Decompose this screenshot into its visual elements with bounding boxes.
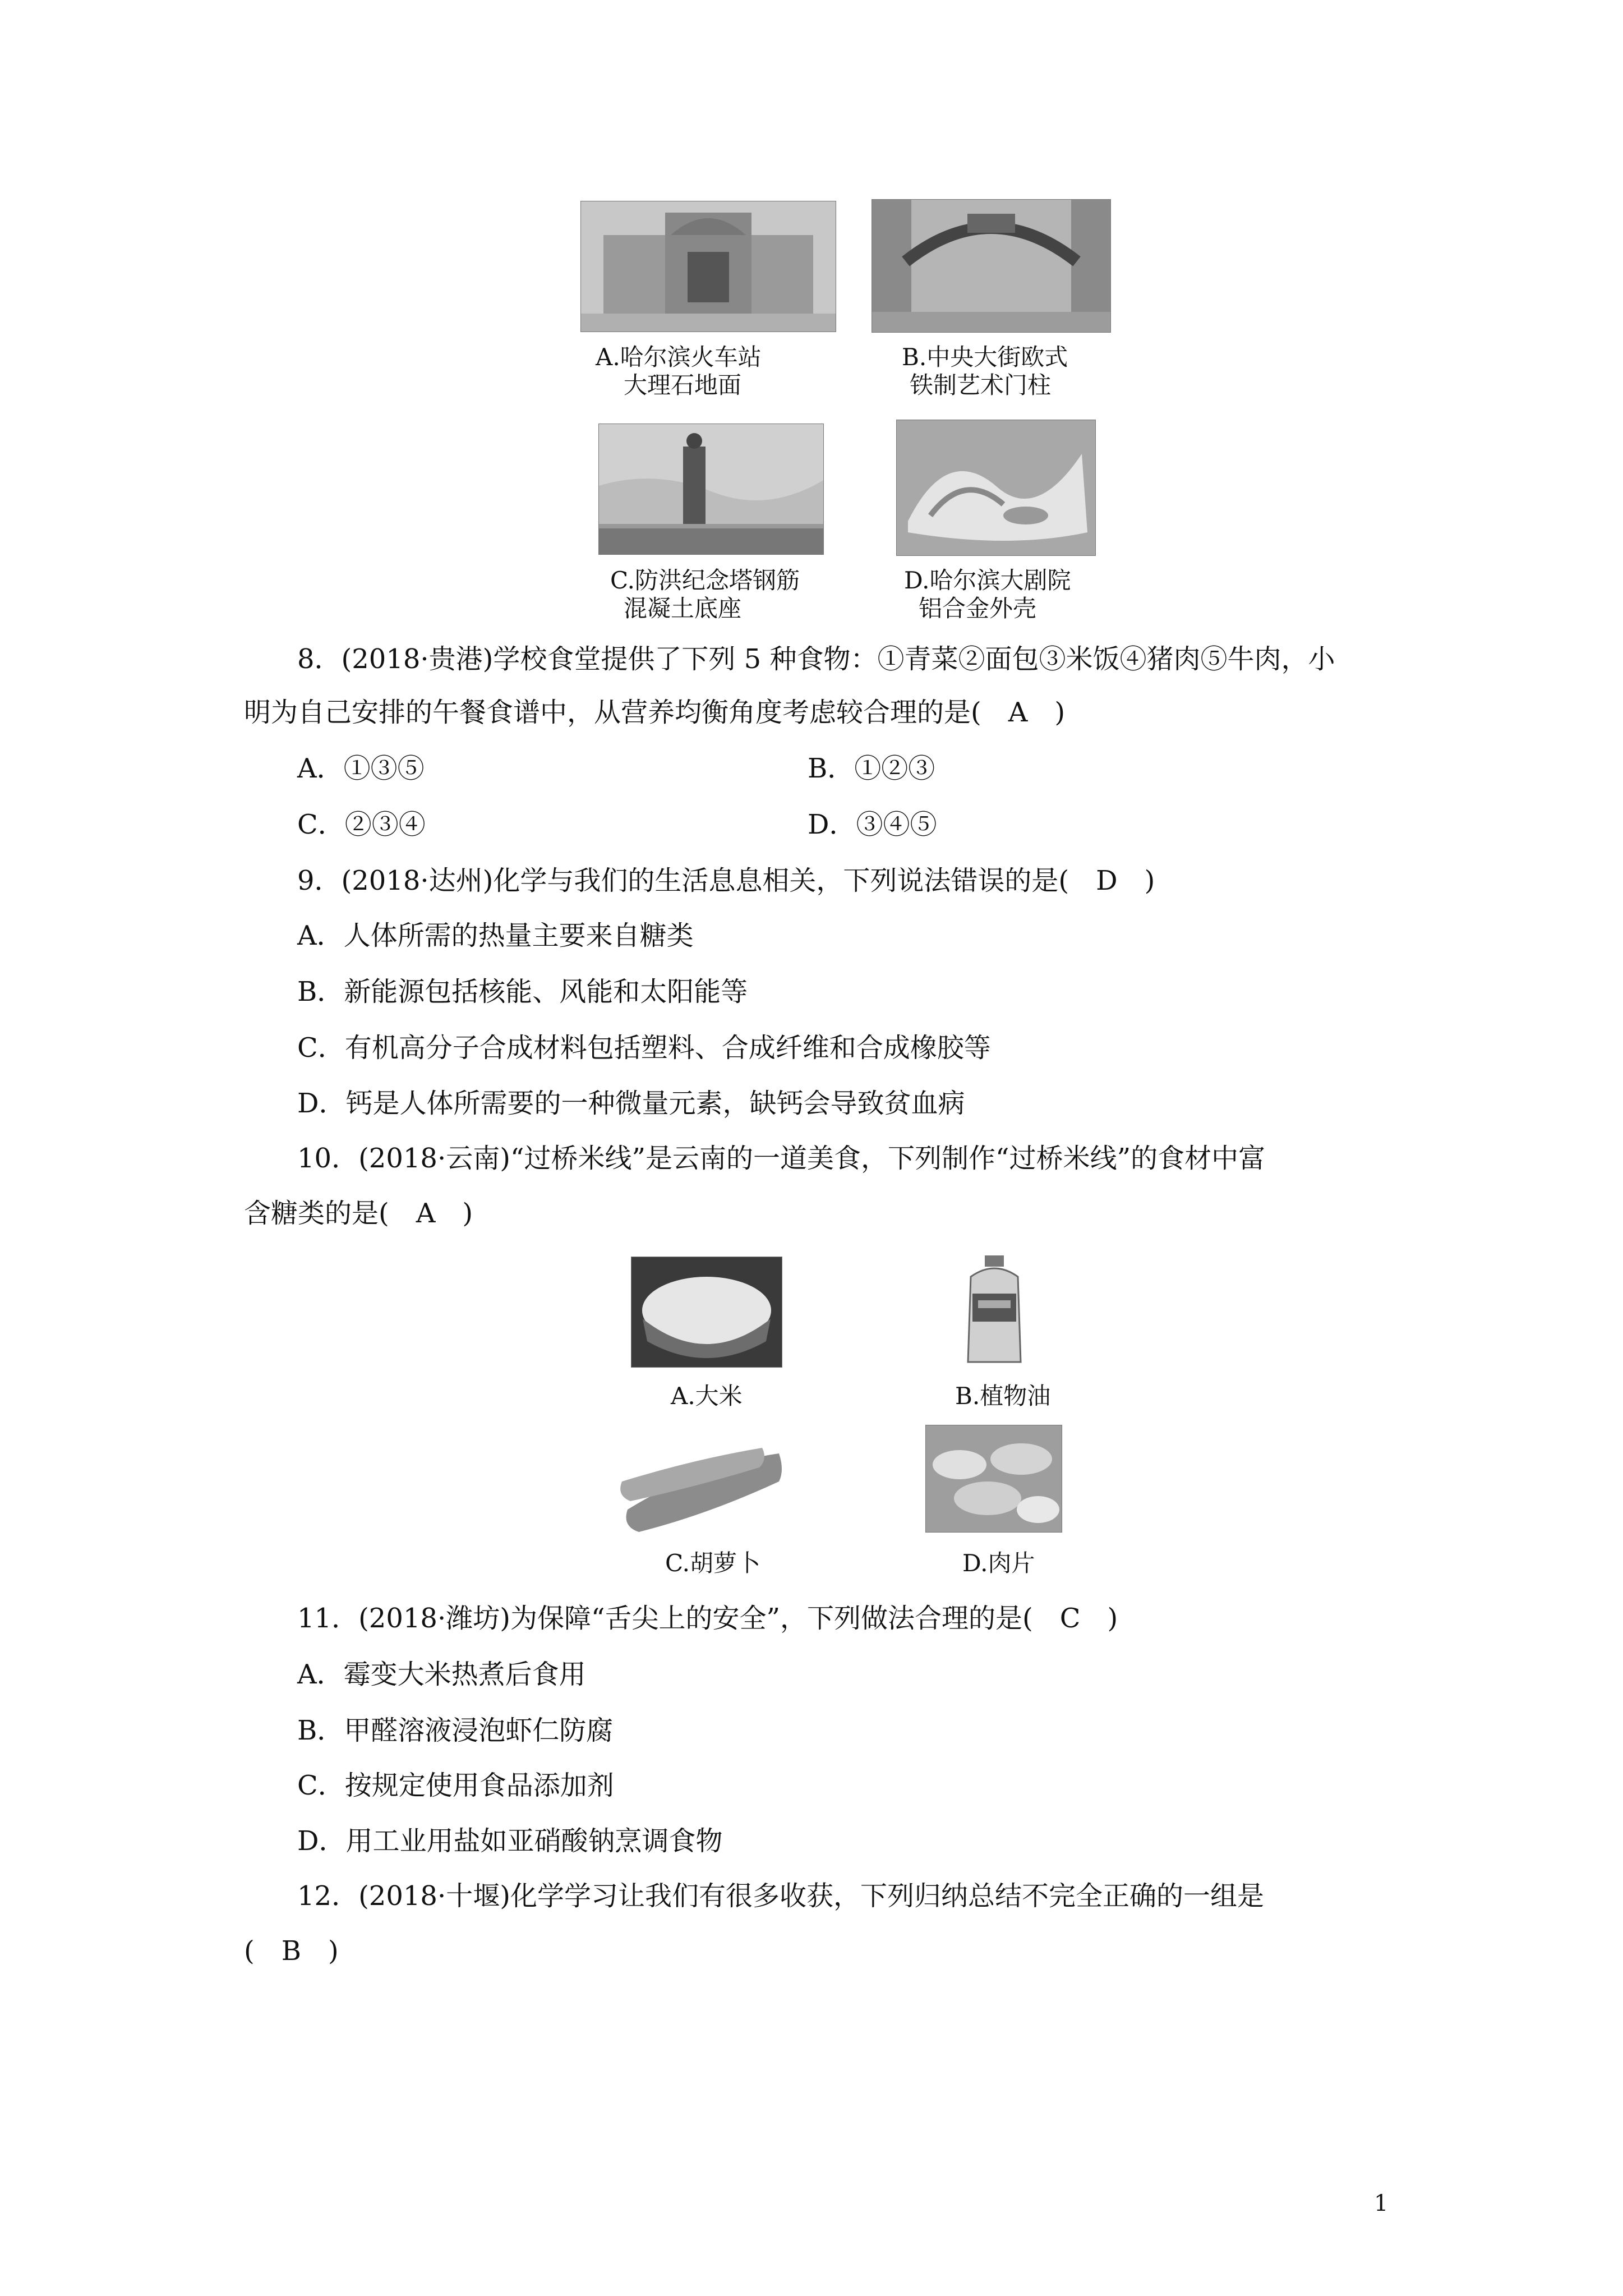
- photo-meat-slices: [925, 1425, 1062, 1533]
- q9-option-d: D．钙是人体所需要的一种微量元素，缺钙会导致贫血病: [297, 1088, 965, 1119]
- caption-vegetable-oil: B.植物油: [955, 1382, 1051, 1410]
- photo-harbin-railway-station: [580, 201, 836, 332]
- caption-b-line2: 铁制艺术门柱: [910, 371, 1052, 399]
- photo-rice: [631, 1257, 782, 1368]
- page-number: 1: [1374, 2191, 1389, 2216]
- q9-option-c: C．有机高分子合成材料包括塑料、合成纤维和合成橡胶等: [297, 1032, 991, 1064]
- caption-d-line2: 铝合金外壳: [919, 595, 1037, 622]
- q8-option-d: D．③④⑤: [808, 809, 937, 840]
- photo-vegetable-oil: [962, 1254, 1027, 1367]
- q9-option-b: B．新能源包括核能、风能和太阳能等: [297, 976, 748, 1007]
- q8-option-c: C．②③④: [297, 809, 426, 840]
- q8-option-a: A．①③⑤: [297, 753, 425, 784]
- q11-stem: 11．(2018·潍坊)为保障“舌尖上的安全”，下列做法合理的是( C ): [297, 1603, 1118, 1634]
- q8-stem-line2: 明为自己安排的午餐食谱中，从营养均衡角度考虑较合理的是( A ): [244, 697, 1066, 728]
- q9-option-a: A．人体所需的热量主要来自糖类: [297, 920, 694, 951]
- q12-stem-line1: 12．(2018·十堰)化学学习让我们有很多收获，下列归纳总结不完全正确的一组是: [297, 1880, 1264, 1912]
- caption-a-line1: A.哈尔滨火车站: [596, 343, 762, 371]
- caption-rice: A.大米: [671, 1382, 743, 1410]
- q10-stem-line1: 10．(2018·云南)“过桥米线”是云南的一道美食，下列制作“过桥米线”的食材中富: [297, 1143, 1266, 1174]
- photo-carrot: [616, 1442, 792, 1543]
- caption-d-line1: D.哈尔滨大剧院: [904, 567, 1071, 594]
- q12-stem-line2: ( B ): [244, 1935, 339, 1967]
- photo-harbin-grand-theatre: [896, 420, 1096, 556]
- caption-c-line1: C.防洪纪念塔钢筋: [610, 567, 800, 594]
- q8-option-b: B．①②③: [808, 753, 935, 784]
- q11-option-a: A．霉变大米热煮后食用: [297, 1659, 586, 1690]
- caption-a-line2: 大理石地面: [624, 371, 742, 399]
- photo-flood-memorial-tower: [598, 424, 824, 555]
- caption-b-line1: B.中央大街欧式: [902, 343, 1068, 371]
- caption-meat-slices: D.肉片: [962, 1549, 1035, 1577]
- caption-c-line2: 混凝土底座: [624, 595, 742, 622]
- q9-stem: 9．(2018·达州)化学与我们的生活息息相关，下列说法错误的是( D ): [297, 865, 1155, 896]
- caption-carrot: C.胡萝卜: [665, 1549, 760, 1577]
- q10-stem-line2: 含糖类的是( A ): [244, 1198, 473, 1229]
- q11-option-b: B．甲醛溶液浸泡虾仁防腐: [297, 1715, 614, 1746]
- q11-option-c: C．按规定使用食品添加剂: [297, 1770, 614, 1801]
- photo-central-street-gate: [872, 199, 1111, 333]
- q11-option-d: D．用工业用盐如亚硝酸钠烹调食物: [297, 1825, 723, 1857]
- q8-stem-line1: 8．(2018·贵港)学校食堂提供了下列 5 种食物：①青菜②面包③米饭④猪肉⑤牛肉，小: [297, 643, 1335, 675]
